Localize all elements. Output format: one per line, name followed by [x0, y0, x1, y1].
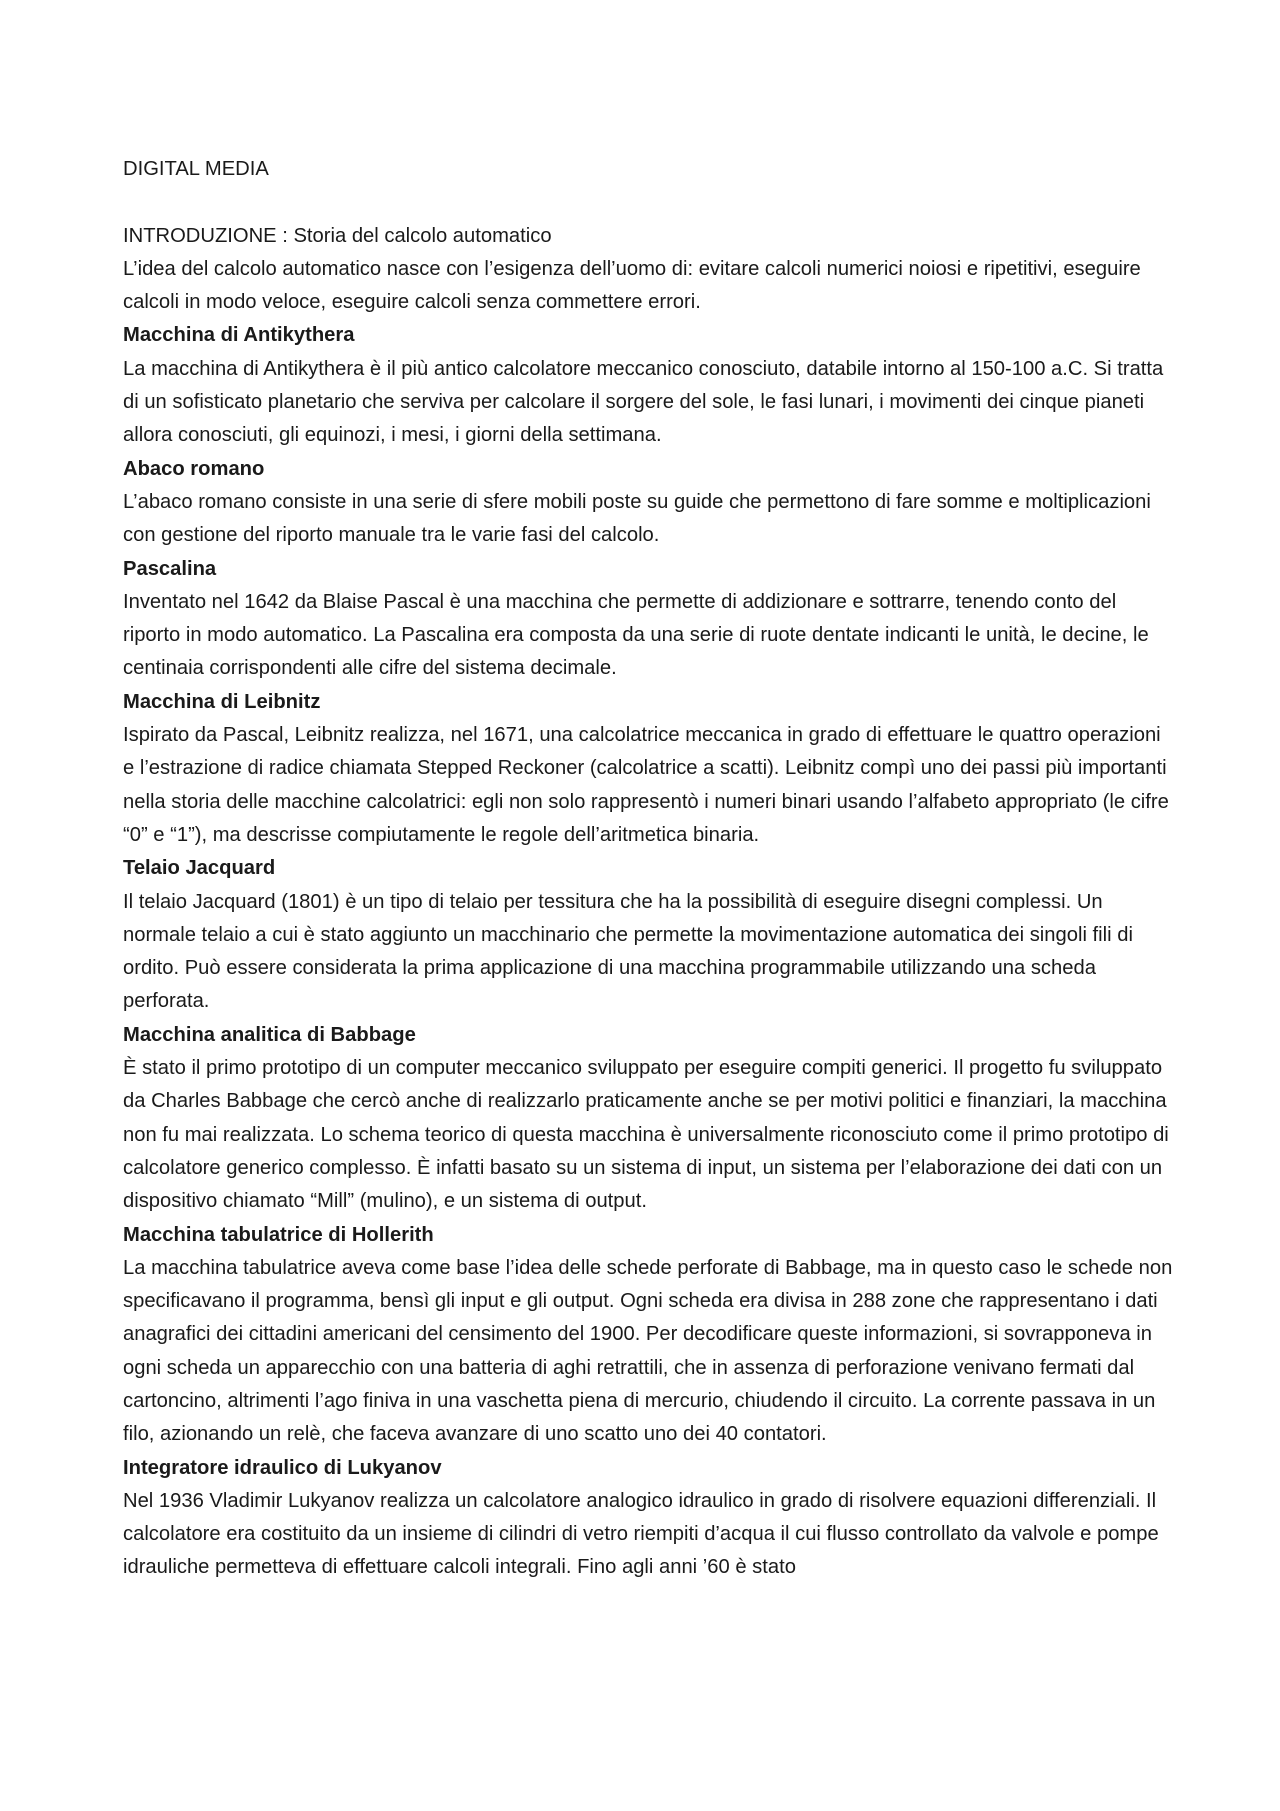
- section-heading: Abaco romano: [123, 457, 265, 480]
- section-heading: Telaio Jacquard: [123, 857, 276, 880]
- section-heading: Macchina di Leibnitz: [123, 690, 321, 713]
- section-paragraph: Inventato nel 1642 da Blaise Pascal è una macchina che permette di addizionare e sottrarre, tenendo conto del riporto in modo automatico. La Pascalina era composta da una serie di ruote dentate indicanti le unità, le decine, le centinaia corrispondenti alle cifre del sistema decimale.: [123, 590, 1149, 680]
- section-pascalina: [123, 553, 1173, 686]
- section-abaco-romano: [123, 453, 1173, 553]
- section-paragraph: La macchina di Antikythera è il più antico calcolatore meccanico conosciuto, databile intorno al 150-100 a.C. Si tratta di un sofisticato planetario che serviva per calcolare il sorgere del sole, le fasi lunari, i movimenti dei cinque pianeti allora conosciuti, gli equinozi, i mesi, i giorni della settimana.: [123, 357, 1164, 447]
- section-heading: Macchina analitica di Babbage: [123, 1023, 416, 1046]
- section-heading: Integratore idraulico di Lukyanov: [123, 1456, 442, 1479]
- section-paragraph: Ispirato da Pascal, Leibnitz realizza, nel 1671, una calcolatrice meccanica in grado di effettuare le quattro operazioni e l’estrazione di radice chiamata Stepped Reckoner (calcolatrice a scatti). Leibnitz compì uno dei passi più importanti nella storia delle macchine calcolatrici: egli non solo rappresentò i numeri binari usando l’alfabeto appropriato (le cifre “0” e “1”), ma descrisse compiutamente le regole dell’aritmetica binaria.: [123, 724, 1169, 846]
- document-body: [123, 153, 1173, 1585]
- section-jacquard: [123, 852, 1173, 1018]
- intro-heading: INTRODUZIONE : Storia del calcolo automatico: [123, 224, 552, 247]
- section-leibnitz: [123, 686, 1173, 852]
- section-heading: Macchina di Antikythera: [123, 324, 355, 347]
- section-paragraph: Nel 1936 Vladimir Lukyanov realizza un calcolatore analogico idraulico in grado di risolvere equazioni differenziali. Il calcolatore era costituito da un insieme di cilindri di vetro riempiti d’acqua il cui flusso controllato da valvole e pompe idrauliche permetteva di effettuare calcoli integrali. Fino agli anni ’60 è stato: [123, 1489, 1159, 1579]
- section-lukyanov: [123, 1452, 1173, 1585]
- section-paragraph: Il telaio Jacquard (1801) è un tipo di telaio per tessitura che ha la possibilità di eseguire disegni complessi. Un normale telaio a cui è stato aggiunto un macchinario che permette la movimentazione automatica dei singoli fili di ordito. Può essere considerata la prima applicazione di una macchina programmabile utilizzando una scheda perforata.: [123, 890, 1133, 1013]
- document-title: DIGITAL MEDIA: [123, 158, 269, 180]
- section-paragraph: È stato il primo prototipo di un computer meccanico sviluppato per eseguire compiti generici. Il progetto fu sviluppato da Charles Babbage che cercò anche di realizzarlo praticamente anche se per motivi politici e finanziari, la macchina non fu mai realizzata. Lo schema teorico di questa macchina è universalmente riconosciuto come il primo prototipo di calcolatore generico complesso. È infatti basato su un sistema di input, un sistema per l’elaborazione dei dati con un dispositivo chiamato “Mill” (mulino), e un sistema di output.: [123, 1057, 1169, 1213]
- section-heading: Pascalina: [123, 557, 217, 580]
- section-babbage: [123, 1019, 1173, 1219]
- section-paragraph: L’abaco romano consiste in una serie di sfere mobili poste su guide che permettono di fare somme e moltiplicazioni con gestione del riporto manuale tra le varie fasi del calcolo.: [123, 490, 1151, 547]
- section-antikythera: [123, 319, 1173, 452]
- section-paragraph: La macchina tabulatrice aveva come base l’idea delle schede perforate di Babbage, ma in questo caso le schede non specificavano il programma, bensì gli input e gli output. Ogni scheda era divisa in 288 zone che rappresentano i dati anagrafici dei cittadini americani del censimento del 1900. Per decodificare queste informazioni, si sovrapponeva in ogni scheda un apparecchio con una batteria di aghi retrattili, che in assenza di perforazione venivano fermati dal cartoncino, altrimenti l’ago finiva in una vaschetta piena di mercurio, chiudendo il circuito. La corrente passava in un filo, azionando un relè, che faceva avanzare di uno scatto uno dei 40 contatori.: [123, 1256, 1173, 1446]
- section-heading: Macchina tabulatrice di Hollerith: [123, 1223, 434, 1246]
- intro-paragraph: L’idea del calcolo automatico nasce con l’esigenza dell’uomo di: evitare calcoli numerici noiosi e ripetitivi, eseguire calcoli in modo veloce, eseguire calcoli senza commettere errori.: [123, 257, 1141, 314]
- section-hollerith: [123, 1219, 1173, 1452]
